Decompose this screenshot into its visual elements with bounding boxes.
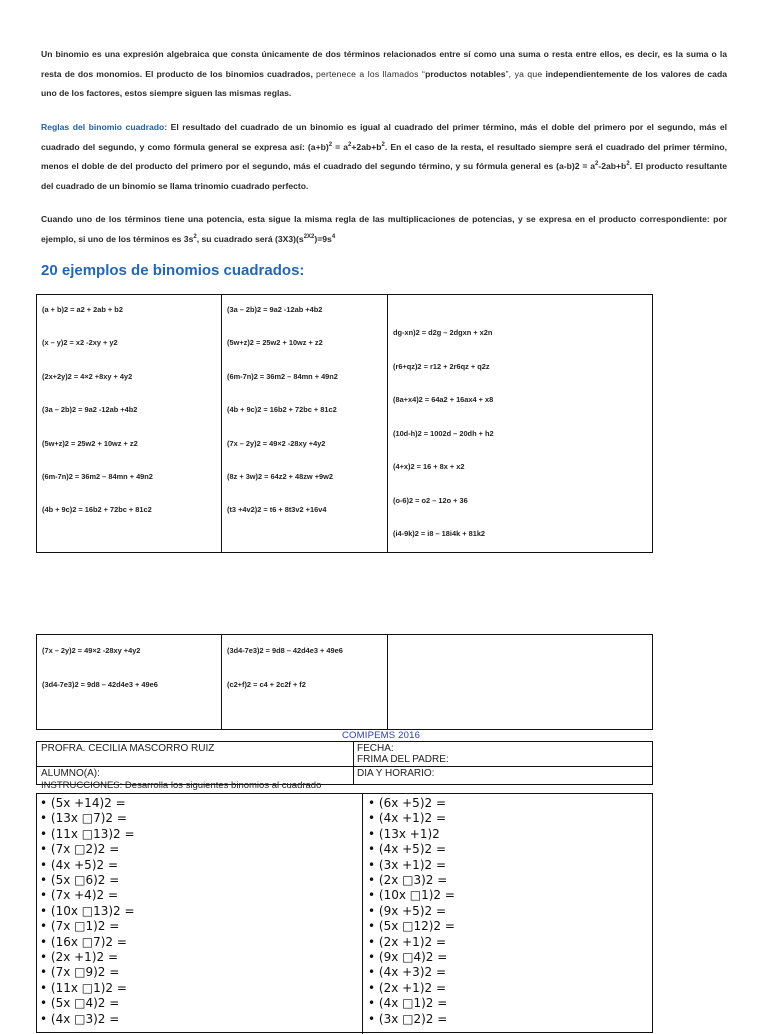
exercise-item: • (13x □7)2 =	[40, 811, 127, 826]
example-item: (5w+z)2 = 25w2 + 10wz + z2	[42, 438, 138, 448]
divider	[353, 742, 354, 784]
worksheet-title: COMIPEMS 2016	[342, 730, 421, 741]
rules-label: Reglas del binomio cuadrado:	[41, 122, 168, 132]
intro-text: -2ab+b	[598, 161, 627, 171]
exercise-item: • (11x □13)2 =	[40, 826, 135, 841]
exercise-item: • (10x □13)2 =	[40, 903, 135, 918]
exercises-left-list	[40, 796, 135, 1027]
examples-heading: 20 ejemplos de binomios cuadrados:	[41, 262, 305, 279]
student-label: ALUMNO(A):	[41, 768, 100, 779]
exercise-item: • (4x +1)2 =	[368, 811, 446, 826]
example-item: (3a – 2b)2 = 9a2 -12ab +4b2	[42, 405, 138, 415]
intro-text: El resultado del cuadrado de un binomio es igual al cuadrado del primer término, más el doble del primero por el segundo, más el cuadrado del segundo, y como fórmula general se expresa así: (a+b)	[41, 122, 727, 152]
exercise-item: • (2x □3)2 =	[368, 873, 448, 888]
example-item: (o-6)2 = o2 – 12o + 36	[393, 495, 468, 505]
exercise-item: • (5x □12)2 =	[368, 919, 455, 934]
intro-text: . En el caso de la resta, el resultado siempre será el cuadrado del primer término, menos el doble de del producto del primero por el segundo, más el cuadrado del segundo término, y su fórmula general es (a-b)2 = a	[41, 141, 727, 171]
exercise-item: • (9x □4)2 =	[368, 950, 448, 965]
exercise-item: • (7x □2)2 =	[40, 842, 120, 857]
intro-paragraph-2	[41, 118, 727, 196]
example-item: (6m-7n)2 = 36m2 – 84mn + 49n2	[42, 472, 153, 481]
example-item: (3d4-7e3)2 = 9d8 – 42d4e3 + 49e6	[227, 646, 343, 655]
exercise-item: • (7x □9)2 =	[40, 965, 120, 980]
date-label: FECHA:	[357, 743, 394, 754]
exercise-item: • (4x □1)2 =	[368, 996, 448, 1011]
intro-text: pertenece a los llamados “	[316, 68, 426, 79]
examples-table	[36, 294, 653, 553]
examples-column-1	[37, 635, 222, 729]
superscript: 2	[381, 141, 385, 148]
superscript: 2	[348, 141, 352, 148]
intro-text: , su cuadrado será (3X3)(s	[196, 233, 304, 244]
intro-text: Un binomio es una expresión algebraica que consta únicamente de dos términos relacionados entre sí como una suma o resta entre ellos, es decir, es la suma o la resta de dos monomios. El producto de los binomios cuadrados,	[41, 49, 727, 79]
divider	[37, 766, 652, 767]
intro-text: . El producto resultante del cuadrado de un binomio se llama trinomio cuadrado perfecto.	[41, 161, 727, 191]
intro-text: independientemente de los valores de cada uno de los factores, estos siempre siguen las mismas reglas.	[41, 68, 727, 98]
intro-text: productos notables	[425, 68, 506, 79]
exercise-item: • (9x +5)2 =	[368, 903, 446, 918]
example-item: (t3 +4v2)2 = t6 + 8t3v2 +16v4	[227, 505, 327, 515]
examples-table-continued	[36, 634, 653, 730]
example-item: (10d-h)2 = 1002d – 20dh + h2	[393, 428, 494, 438]
worksheet-header-form	[36, 741, 653, 785]
example-item: (3d4-7e3)2 = 9d8 – 42d4e3 + 49e6	[42, 680, 158, 689]
superscript: 4	[331, 233, 336, 240]
exercise-item: • (13x +1)2	[368, 826, 440, 841]
schedule-label: DIA Y HORARIO:	[357, 768, 435, 779]
superscript: 2	[626, 161, 630, 168]
examples-column-1	[37, 295, 222, 552]
superscript: 2	[595, 161, 599, 168]
parent-signature-label: FRIMA DEL PADRE:	[357, 754, 449, 765]
exercise-item: • (4x +3)2 =	[368, 965, 446, 980]
examples-column-3	[388, 295, 652, 552]
exercise-item: • (4x +5)2 =	[368, 842, 446, 857]
examples-column-2	[222, 635, 388, 729]
divider	[362, 794, 363, 1034]
intro-paragraph-3	[41, 210, 727, 249]
intro-text: = a	[332, 141, 349, 152]
example-item: (7x – 2y)2 = 49×2 -28xy +4y2	[42, 646, 141, 655]
intro-text: Cuando uno de los términos tiene una potencia, esta sigue la misma regla de las multiplicaciones de potencias, y se expresa en el producto correspondiente: por ejemplo, si uno de los términos es 3s	[41, 214, 727, 244]
example-item: dg-xn)2 = d2g – 2dgxn + x2n	[393, 328, 493, 337]
exercise-item: • (2x +1)2 =	[40, 950, 118, 965]
exercise-item: • (4x □3)2 =	[40, 1011, 120, 1026]
superscript: 2	[328, 141, 333, 148]
example-item: (4+x)2 = 16 + 8x + x2	[393, 462, 465, 471]
intro-text: )=9s	[314, 233, 332, 244]
exercise-item: • (2x +1)2 =	[368, 934, 446, 949]
example-item: (4b + 9c)2 = 16b2 + 72bc + 81c2	[227, 405, 337, 415]
example-item: (6m-7n)2 = 36m2 – 84mn + 49n2	[227, 371, 338, 381]
exercise-item: • (5x □4)2 =	[40, 996, 120, 1011]
exercise-item: • (16x □7)2 =	[40, 934, 127, 949]
exercise-item: • (3x □2)2 =	[368, 1011, 448, 1026]
example-item: (a + b)2 = a2 + 2ab + b2	[42, 305, 123, 314]
example-item: (8a+x4)2 = 64a2 + 16ax4 + x8	[393, 395, 494, 404]
instructions: INSTRUCCIONES: Desarrolla los siguientes binomios al cuadrado	[41, 780, 322, 791]
examples-column-3	[388, 635, 652, 729]
exercise-item: • (7x □1)2 =	[40, 919, 120, 934]
example-item: (8z + 3w)2 = 64z2 + 48zw +9w2	[227, 472, 333, 481]
example-item: (3a – 2b)2 = 9a2 -12ab +4b2	[227, 305, 323, 314]
teacher-name: PROFRA. CECILIA MASCORRO RUIZ	[41, 743, 215, 754]
example-item: (i4-9k)2 = i8 – 18i4k + 81k2	[393, 529, 486, 538]
superscript: 2	[193, 233, 197, 240]
exercises-right-list	[368, 796, 455, 1027]
superscript: 2X2	[303, 233, 315, 240]
exercise-item: • (11x □1)2 =	[40, 980, 127, 995]
example-item: (5w+z)2 = 25w2 + 10wz + z2	[227, 338, 323, 348]
intro-text: ”, ya que	[505, 68, 543, 79]
intro-paragraph-1	[41, 45, 727, 104]
exercise-item: • (6x +5)2 =	[368, 796, 446, 810]
exercise-item: • (5x □6)2 =	[40, 873, 120, 888]
exercises-box	[36, 793, 653, 1033]
exercise-item: • (5x +14)2 =	[40, 796, 126, 810]
exercise-item: • (7x +4)2 =	[40, 888, 118, 903]
exercise-item: • (3x +1)2 =	[368, 857, 446, 872]
example-item: (7x – 2y)2 = 49×2 -28xy +4y2	[227, 438, 326, 448]
exercise-item: • (4x +5)2 =	[40, 857, 118, 872]
exercise-item: • (2x +1)2 =	[368, 980, 446, 995]
example-item: (c2+f)2 = c4 + 2c2f + f2	[227, 680, 306, 689]
example-item: (x – y)2 = x2 -2xy + y2	[42, 338, 118, 348]
example-item: (r6+qz)2 = r12 + 2r6qz + q2z	[393, 361, 490, 371]
example-item: (4b + 9c)2 = 16b2 + 72bc + 81c2	[42, 505, 152, 515]
exercise-item: • (10x □1)2 =	[368, 888, 455, 903]
examples-column-2	[222, 295, 388, 552]
intro-text: +2ab+b	[351, 141, 382, 152]
example-item: (2x+2y)2 = 4×2 +8xy + 4y2	[42, 371, 133, 381]
